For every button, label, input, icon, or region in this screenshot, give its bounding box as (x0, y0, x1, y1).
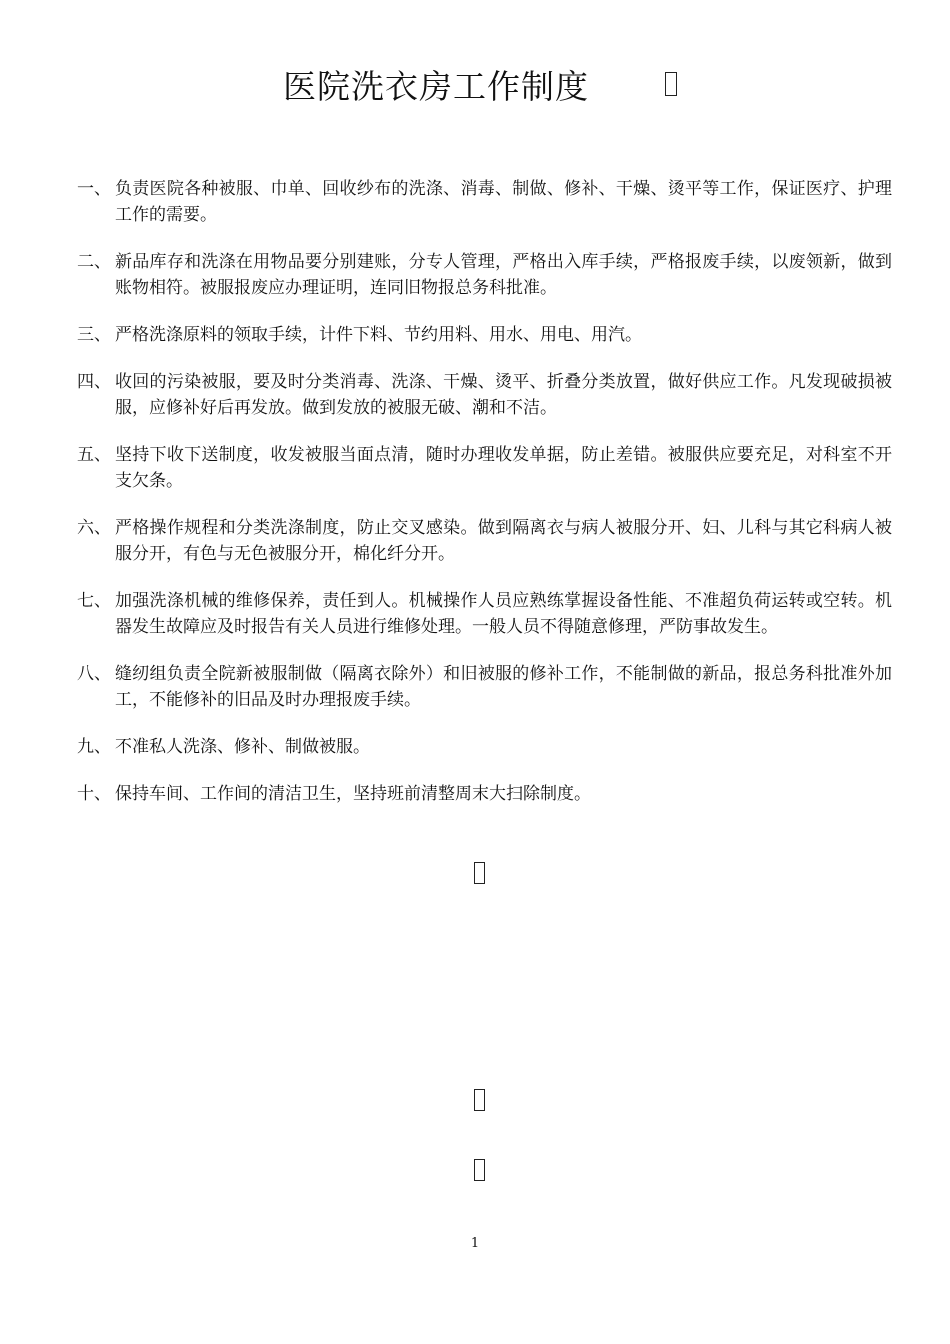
rule-item (77, 249, 892, 301)
rule-item (77, 369, 892, 421)
title-row (0, 62, 950, 112)
rule-number: 五、 (77, 445, 111, 465)
rule-number: 七、 (77, 591, 111, 611)
rule-text: 不准私人洗涤、修补、制做被服。 (115, 737, 370, 757)
rule-text: 严格操作规程和分类洗涤制度，防止交叉感染。做到隔离衣与病人被服分开、妇、儿科与其它科病人被服分开，有色与无色被服分开，棉化纤分开。 (115, 518, 892, 564)
rule-text: 收回的污染被服，要及时分类消毒、洗涤、干燥、烫平、折叠分类放置，做好供应工作。凡发现破损被服，应修补好后再发放。做到发放的被服无破、潮和不洁。 (115, 372, 892, 418)
rule-number: 二、 (77, 252, 111, 272)
missing-glyph-box-icon (474, 862, 485, 884)
missing-glyph-box-icon (665, 72, 677, 96)
rule-item (77, 442, 892, 494)
rule-text: 坚持下收下送制度，收发被服当面点清，随时办理收发单据，防止差错。被服供应要充足，对科室不开支欠条。 (115, 445, 892, 491)
rule-item (77, 661, 892, 713)
rule-text: 新品库存和洗涤在用物品要分别建账，分专人管理，严格出入库手续，严格报废手续，以废领新，做到账物相符。被服报废应办理证明，连同旧物报总务科批准。 (115, 252, 892, 298)
rule-item (77, 322, 892, 348)
rule-number: 三、 (77, 325, 111, 345)
rule-item (77, 515, 892, 567)
rule-item (77, 588, 892, 640)
rule-text: 加强洗涤机械的维修保养，责任到人。机械操作人员应熟练掌握设备性能、不准超负荷运转或空转。机器发生故障应及时报告有关人员进行维修处理。一般人员不得随意修理，严防事故发生。 (115, 591, 892, 637)
rule-text: 严格洗涤原料的领取手续，计件下料、节约用料、用水、用电、用汽。 (115, 325, 642, 345)
page-number: 1 (470, 1236, 480, 1251)
rule-item (77, 781, 892, 807)
rule-number: 四、 (77, 372, 111, 392)
rule-text: 保持车间、工作间的清洁卫生，坚持班前清整周末大扫除制度。 (115, 784, 591, 804)
rule-item (77, 734, 892, 760)
rule-number: 六、 (77, 518, 111, 538)
rule-number: 九、 (77, 737, 111, 757)
missing-glyph-box-icon (474, 1089, 485, 1111)
rule-number: 一、 (77, 179, 111, 199)
document-title: 医院洗衣房工作制度 (283, 67, 589, 106)
rule-number: 十、 (77, 784, 111, 804)
rule-text: 负责医院各种被服、巾单、回收纱布的洗涤、消毒、制做、修补、干燥、烫平等工作，保证医疗、护理工作的需要。 (115, 179, 892, 225)
rule-item (77, 176, 892, 228)
missing-glyph-box-icon (474, 1159, 485, 1181)
rule-text: 缝纫组负责全院新被服制做（隔离衣除外）和旧被服的修补工作，不能制做的新品，报总务科批准外加工，不能修补的旧品及时办理报废手续。 (115, 664, 892, 710)
rule-number: 八、 (77, 664, 111, 684)
rules-list (77, 176, 892, 828)
